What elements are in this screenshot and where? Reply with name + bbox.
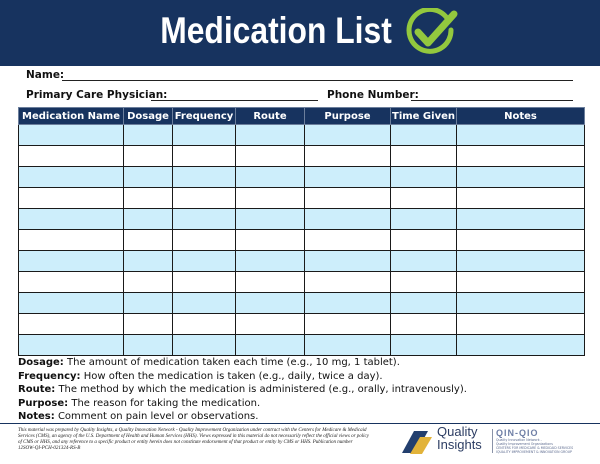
table-cell[interactable] bbox=[173, 230, 236, 251]
table-cell[interactable] bbox=[391, 293, 457, 314]
table-body bbox=[19, 125, 585, 356]
table-cell[interactable] bbox=[457, 146, 585, 167]
table-cell[interactable] bbox=[391, 209, 457, 230]
disclaimer-text: This material was prepared by Quality Insights, a Quality Innovation Network - Quality Improvement Organization under contract with the Centers for Medicare & Medicaid Services (CMS), an agency of the U.S. Department of Health and Human Services (HHS). Views expressed in this material do not necessarily reflect the official views or policy of CMS or HHS, and any reference to a specific product or entity herein does not constitute endorsement of that product or entity by CMS or HHS. Publication number 12SOW-QI-PCH-021324-RS-B bbox=[18, 428, 369, 451]
definitions-list bbox=[18, 356, 588, 424]
table-cell[interactable] bbox=[173, 209, 236, 230]
table-cell[interactable] bbox=[391, 272, 457, 293]
table-cell[interactable] bbox=[305, 293, 391, 314]
table-cell[interactable] bbox=[19, 146, 124, 167]
table-cell[interactable] bbox=[457, 293, 585, 314]
table-cell[interactable] bbox=[457, 125, 585, 146]
table-cell[interactable] bbox=[391, 230, 457, 251]
physician-label: Primary Care Physician: bbox=[26, 89, 168, 101]
definition-term: Notes: bbox=[18, 411, 55, 423]
physician-field[interactable] bbox=[151, 100, 318, 101]
table-cell[interactable] bbox=[391, 314, 457, 335]
table-row bbox=[19, 167, 585, 188]
table-row bbox=[19, 335, 585, 356]
qin-line: IQUALITY IMPROVEMENT & INNOVATION GROUP bbox=[496, 450, 572, 454]
column-header-frequency: Frequency bbox=[173, 108, 236, 125]
table-cell[interactable] bbox=[19, 251, 124, 272]
definition-term: Frequency: bbox=[18, 370, 81, 382]
table-cell[interactable] bbox=[391, 125, 457, 146]
definition-term: Route: bbox=[18, 384, 56, 396]
table-cell[interactable] bbox=[19, 125, 124, 146]
table-cell[interactable] bbox=[457, 167, 585, 188]
title-banner bbox=[0, 0, 600, 66]
qin-line: Quality Improvement Organizations bbox=[496, 442, 553, 446]
table-row bbox=[19, 125, 585, 146]
table-cell[interactable] bbox=[19, 272, 124, 293]
table-cell[interactable] bbox=[19, 335, 124, 356]
qin-line: CENTERS FOR MEDICARE & MEDICAID SERVICES bbox=[496, 446, 574, 450]
table-cell[interactable] bbox=[124, 125, 173, 146]
page-title: Medication List bbox=[160, 10, 392, 51]
table-cell[interactable] bbox=[236, 146, 305, 167]
table-cell[interactable] bbox=[305, 125, 391, 146]
definition-text: The method by which the medication is administered (e.g., orally, intravenously). bbox=[58, 384, 467, 396]
table-cell[interactable] bbox=[173, 272, 236, 293]
definition-text: The reason for taking the medication. bbox=[71, 397, 261, 409]
table-cell[interactable] bbox=[124, 188, 173, 209]
table-cell[interactable] bbox=[457, 209, 585, 230]
table-cell[interactable] bbox=[236, 209, 305, 230]
quality-insights-wordmark bbox=[437, 425, 493, 451]
table-cell[interactable] bbox=[173, 125, 236, 146]
table-row bbox=[19, 230, 585, 251]
table-cell[interactable] bbox=[236, 230, 305, 251]
table-cell[interactable] bbox=[305, 167, 391, 188]
column-header-route: Route bbox=[236, 108, 305, 125]
footer-divider bbox=[0, 423, 600, 424]
table-cell[interactable] bbox=[236, 251, 305, 272]
table-cell[interactable] bbox=[19, 230, 124, 251]
table-cell[interactable] bbox=[173, 167, 236, 188]
table-cell[interactable] bbox=[391, 146, 457, 167]
definition-term: Dosage: bbox=[18, 357, 64, 368]
table-cell[interactable] bbox=[19, 209, 124, 230]
table-cell[interactable] bbox=[236, 167, 305, 188]
column-header-dosage: Dosage bbox=[124, 108, 173, 125]
name-label: Name: bbox=[26, 69, 65, 81]
table-cell[interactable] bbox=[236, 293, 305, 314]
table-cell[interactable] bbox=[124, 293, 173, 314]
table-cell[interactable] bbox=[305, 209, 391, 230]
table-cell[interactable] bbox=[305, 146, 391, 167]
table-cell[interactable] bbox=[457, 335, 585, 356]
table-cell[interactable] bbox=[173, 335, 236, 356]
table-cell[interactable] bbox=[124, 209, 173, 230]
table-cell[interactable] bbox=[305, 272, 391, 293]
table-cell[interactable] bbox=[236, 335, 305, 356]
definition-route bbox=[18, 383, 588, 397]
table-cell[interactable] bbox=[305, 314, 391, 335]
table-cell[interactable] bbox=[19, 188, 124, 209]
phone-label: Phone Number: bbox=[327, 89, 419, 101]
quality-insights-logo-icon bbox=[398, 427, 434, 457]
table-cell[interactable] bbox=[391, 251, 457, 272]
table-cell[interactable] bbox=[305, 335, 391, 356]
table-cell[interactable] bbox=[457, 188, 585, 209]
table-row bbox=[19, 188, 585, 209]
table-cell[interactable] bbox=[457, 230, 585, 251]
table-cell[interactable] bbox=[124, 167, 173, 188]
medication-table bbox=[18, 107, 585, 356]
table-row bbox=[19, 146, 585, 167]
name-field[interactable] bbox=[62, 80, 573, 81]
table-cell[interactable] bbox=[236, 314, 305, 335]
qin-title: QIN-QIO bbox=[496, 428, 539, 438]
table-cell[interactable] bbox=[124, 335, 173, 356]
table-cell[interactable] bbox=[19, 293, 124, 314]
table-cell[interactable] bbox=[457, 251, 585, 272]
table-row bbox=[19, 272, 585, 293]
definition-text: The amount of medication taken each time (e.g., 10 mg, 1 tablet). bbox=[67, 357, 400, 368]
column-header-time-given: Time Given bbox=[391, 108, 457, 125]
phone-field[interactable] bbox=[411, 100, 573, 101]
qin-qio-badge bbox=[496, 428, 582, 454]
definition-dosage bbox=[18, 356, 588, 370]
logo-line-2: Insights bbox=[437, 437, 482, 452]
table-row bbox=[19, 251, 585, 272]
table-cell[interactable] bbox=[173, 314, 236, 335]
table-cell[interactable] bbox=[391, 167, 457, 188]
definition-text: Comment on pain level or observations. bbox=[57, 411, 259, 423]
table-cell[interactable] bbox=[124, 251, 173, 272]
definition-purpose bbox=[18, 397, 588, 411]
column-header-medication-name: Medication Name bbox=[19, 108, 124, 125]
table-cell[interactable] bbox=[457, 314, 585, 335]
definition-frequency bbox=[18, 370, 588, 384]
table-cell[interactable] bbox=[305, 251, 391, 272]
table-cell[interactable] bbox=[124, 146, 173, 167]
logo-divider bbox=[492, 429, 493, 453]
table-cell[interactable] bbox=[236, 188, 305, 209]
table-cell[interactable] bbox=[19, 167, 124, 188]
table-cell[interactable] bbox=[391, 188, 457, 209]
column-header-purpose: Purpose bbox=[305, 108, 391, 125]
table-cell[interactable] bbox=[19, 314, 124, 335]
table-header-row bbox=[19, 108, 585, 125]
table-cell[interactable] bbox=[124, 314, 173, 335]
checkmark-circle-icon bbox=[402, 8, 460, 58]
table-cell[interactable] bbox=[457, 272, 585, 293]
table-row bbox=[19, 209, 585, 230]
qin-line: Quality Innovation Network - bbox=[496, 438, 542, 442]
table-cell[interactable] bbox=[173, 251, 236, 272]
table-cell[interactable] bbox=[305, 230, 391, 251]
definition-term: Purpose: bbox=[18, 397, 69, 409]
column-header-notes: Notes bbox=[457, 108, 585, 125]
table-cell[interactable] bbox=[124, 272, 173, 293]
logo-line-1: Quality bbox=[437, 424, 478, 439]
table-cell[interactable] bbox=[124, 230, 173, 251]
table-row bbox=[19, 314, 585, 335]
table-cell[interactable] bbox=[391, 335, 457, 356]
table-cell[interactable] bbox=[236, 125, 305, 146]
table-cell[interactable] bbox=[236, 272, 305, 293]
table-row bbox=[19, 293, 585, 314]
definition-text: How often the medication is taken (e.g., daily, twice a day). bbox=[83, 370, 383, 382]
table-cell[interactable] bbox=[173, 188, 236, 209]
table-cell[interactable] bbox=[173, 146, 236, 167]
table-cell[interactable] bbox=[305, 188, 391, 209]
definition-notes bbox=[18, 410, 588, 424]
table-cell[interactable] bbox=[173, 293, 236, 314]
